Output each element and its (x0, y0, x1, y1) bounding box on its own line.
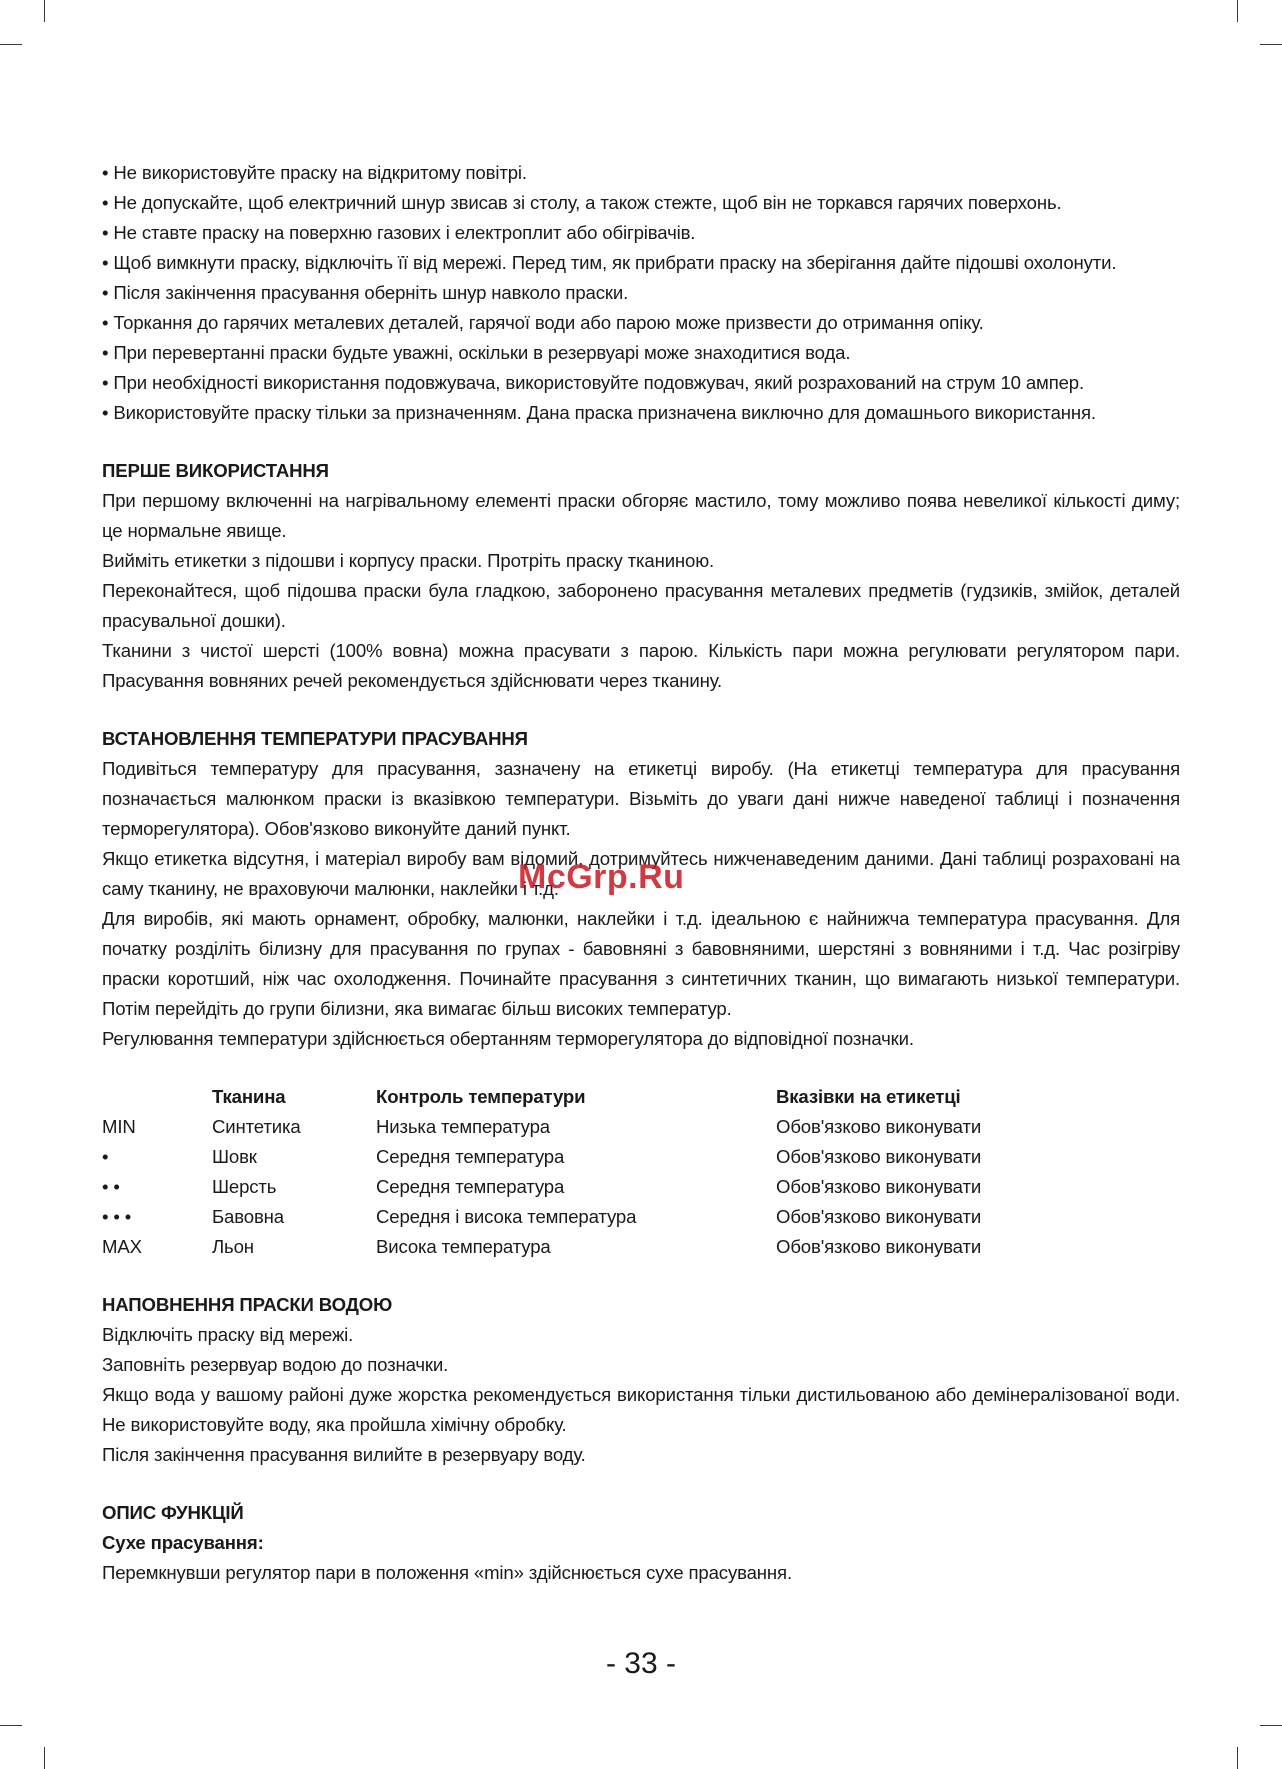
section-heading: ВСТАНОВЛЕННЯ ТЕМПЕРАТУРИ ПРАСУВАННЯ (102, 728, 528, 749)
list-item: • Торкання до гарячих металевих деталей, гарячої води або парою може призвести до отримання опіку. (102, 308, 1180, 338)
table-cell: Середня і висока температура (376, 1206, 637, 1227)
list-item: • Використовуйте праску тільки за призначенням. Дана праска призначена виключно для домашнього використання. (102, 398, 1180, 428)
crop-mark (1260, 44, 1282, 45)
list-item: • Не допускайте, щоб електричний шнур звисав зі столу, а також стежте, щоб він не торкався гарячих поверхонь. (102, 188, 1180, 218)
table-row (102, 1142, 1076, 1172)
table-cell: Льон (212, 1236, 254, 1257)
table-header-cell: Вказівки на етикетці (776, 1086, 961, 1107)
safety-bullet-list (102, 158, 1180, 428)
paragraph: Регулювання температури здійснюється обертанням терморегулятора до відповідної позначки. (102, 1028, 914, 1049)
section-heading: ОПИС ФУНКЦІЙ (102, 1502, 244, 1523)
functions-section (102, 1498, 1180, 1588)
table-header-row (102, 1082, 1076, 1112)
table-cell: Синтетика (212, 1116, 301, 1137)
paragraph: Заповніть резервуар водою до позначки. (102, 1354, 449, 1375)
table-cell: Обов'язково виконувати (776, 1236, 982, 1257)
paragraph: Після закінчення прасування вилийте в резервуару воду. (102, 1444, 586, 1465)
table-row (102, 1172, 1076, 1202)
paragraph: Тканини з чистої шерсті (100% вовна) можна прасувати з парою. Кількість пари можна регулювати регулятором пари. Прасування вовняних речей рекомендується здійснювати через тканину. (102, 640, 1180, 691)
table-cell: Середня температура (376, 1176, 565, 1197)
paragraph: Перемкнувши регулятор пари в положення «min» здійснюється сухе прасування. (102, 1562, 792, 1583)
table-cell: Обов'язково виконувати (776, 1176, 982, 1197)
filling-section (102, 1290, 1180, 1470)
section-heading: ПЕРШЕ ВИКОРИСТАННЯ (102, 460, 329, 481)
crop-mark (1260, 1725, 1282, 1726)
table-cell: • • • (102, 1206, 132, 1227)
paragraph: Переконайтеся, щоб підошва праски була гладкою, заборонено прасування металевих предметів (гудзиків, змійок, деталей прасувальної дошки). (102, 580, 1180, 631)
list-item: • Щоб вимкнути праску, відключіть її від мережі. Перед тим, як прибрати праску на зберігання дайте підошві охолонути. (102, 248, 1180, 278)
temperature-section (102, 724, 1180, 1262)
section-heading: НАПОВНЕННЯ ПРАСКИ ВОДОЮ (102, 1294, 393, 1315)
paragraph: Якщо вода у вашому районі дуже жорстка рекомендується використання тільки дистильованою або демінералізованої води. Не використовуйте воду, яка пройшла хімічну обробку. (102, 1384, 1180, 1435)
paragraph: Для виробів, які мають орнамент, обробку, малюнки, наклейки і т.д. ідеальною є найнижча температура прасування. Для початку розділіть білизну для прасування по групах - бавовняні з бавовняними, шерстяні з вовняними і т.д. Час розігріву праски коротший, ніж час охолодження. Починайте прасування з синтетичних тканин, що вимагають низької температури. Потім перейдіть до групи білизни, яка вимагає більш високих температур. (102, 908, 1180, 1019)
table-cell: Обов'язково виконувати (776, 1146, 982, 1167)
table-cell: Обов'язково виконувати (776, 1116, 982, 1137)
crop-mark (1237, 1747, 1238, 1769)
table-cell: MAX (102, 1236, 142, 1257)
paragraph: Відключіть праску від мережі. (102, 1324, 354, 1345)
page-number: - 33 - (605, 1647, 677, 1680)
crop-mark (44, 0, 45, 22)
crop-mark (1237, 0, 1238, 22)
table-row (102, 1202, 1076, 1232)
paragraph: Якщо етикетка відсутня, і матеріал виробу вам відомий, дотримуйтесь нижченаведеним даними. Дані таблиці розраховані на саму тканину, не враховуючи малюнки, наклейки і т.д. (102, 848, 1180, 899)
watermark: McGrp.Ru (518, 858, 685, 896)
table-row (102, 1112, 1076, 1142)
crop-mark (0, 44, 22, 45)
table-header-cell: Контроль температури (376, 1086, 586, 1107)
list-item: • При перевертанні праски будьте уважні, оскільки в резервуарі може знаходитися вода. (102, 338, 1180, 368)
paragraph: Вийміть етикетки з підошви і корпусу праски. Протріть праску тканиною. (102, 550, 715, 571)
subheading: Сухе прасування: (102, 1532, 264, 1553)
table-cell: Шовк (212, 1146, 257, 1167)
table-cell: Бавовна (212, 1206, 284, 1227)
table-header-cell (102, 1082, 212, 1112)
list-item: • Не використовуйте праску на відкритому повітрі. (102, 158, 1180, 188)
table-cell: • (102, 1146, 109, 1167)
crop-mark (0, 1725, 22, 1726)
table-cell: Шерсть (212, 1176, 277, 1197)
paragraph: Подивіться температуру для прасування, зазначену на етикетці виробу. (На етикетці температура для прасування позначається малюнком праски із вказівкою температури. Візьміть до уваги дані нижче наведеної таблиці і позначення терморегулятора). Обов'язково виконуйте даний пункт. (102, 758, 1180, 839)
paragraph: При першому включенні на нагрівальному елементі праски обгоряє мастило, тому можливо поява невеликої кількості диму; це нормальне явище. (102, 490, 1180, 541)
list-item: • Не ставте праску на поверхню газових і електроплит або обігрівачів. (102, 218, 1180, 248)
table-cell: MIN (102, 1116, 136, 1137)
list-item: • При необхідності використання подовжувача, використовуйте подовжувач, який розрахований на струм 10 ампер. (102, 368, 1180, 398)
crop-mark (44, 1747, 45, 1769)
list-item: • Після закінчення прасування оберніть шнур навколо праски. (102, 278, 1180, 308)
table-cell: Низька температура (376, 1116, 550, 1137)
table-cell: • • (102, 1176, 120, 1197)
table-header-cell: Тканина (212, 1086, 286, 1107)
table-cell: Обов'язково виконувати (776, 1206, 982, 1227)
table-row (102, 1232, 1076, 1262)
table-cell: Висока температура (376, 1236, 551, 1257)
temperature-table (102, 1082, 1076, 1262)
table-cell: Середня температура (376, 1146, 565, 1167)
first-use-section (102, 456, 1180, 696)
